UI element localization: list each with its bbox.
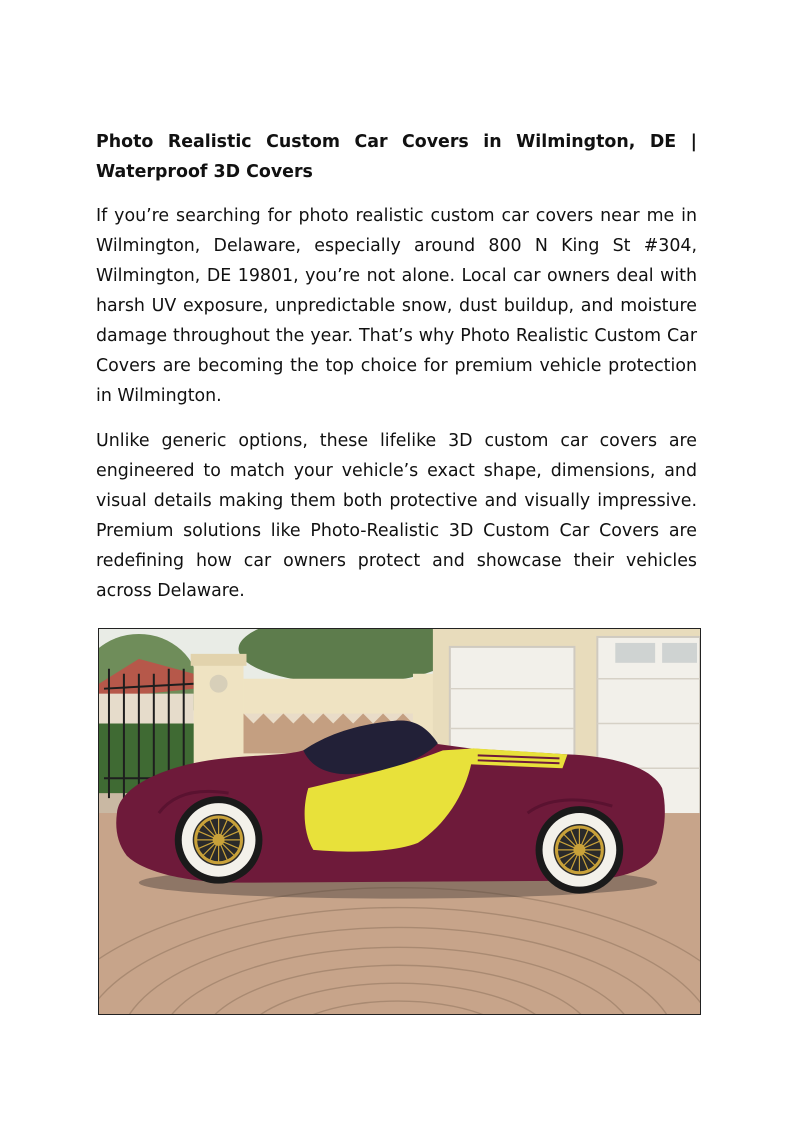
front-wheel: [536, 806, 624, 894]
article-title: Photo Realistic Custom Car Covers in Wilmington, DE | Waterproof 3D Covers: [96, 132, 697, 182]
garage-window: [615, 643, 655, 663]
article-body: [96, 127, 697, 606]
lion-ornament: [210, 675, 228, 693]
pillar-cap-left: [191, 654, 247, 666]
rear-wheel: [175, 796, 263, 884]
car-photo-illustration: [99, 629, 700, 1014]
garage-window-2: [662, 643, 697, 663]
car-cover-photo: [98, 628, 701, 1015]
paragraph-intro: If you’re searching for photo realistic custom car covers near me in Wilmington, Delaware, especially around 800 N King St #304, Wilmington, DE 19801, you’re not alone. Local car owners deal with harsh UV exposure, unpredictable snow, dust buildup, and moisture damage throughout the year. That’s why Photo Realistic Custom Car Covers are becoming the top choice for premium vehicle protection in Wilmington.: [96, 206, 697, 406]
paragraph-details: Unlike generic options, these lifelike 3D custom car covers are engineered to match your vehicle’s exact shape, dimensions, and visual details making them both protective and visually impressive. Premium solutions like Photo-Realistic 3D Custom Car Covers are redefining how car owners protect and showcase their vehicles across Delaware.: [96, 431, 697, 601]
